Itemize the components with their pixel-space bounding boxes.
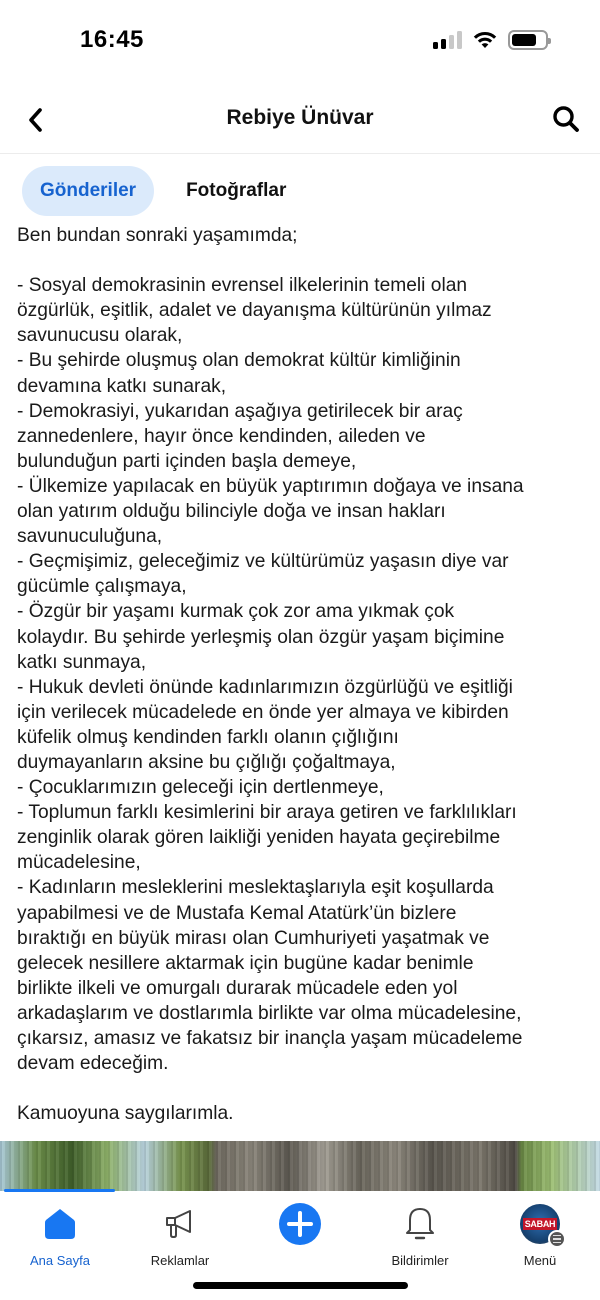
profile-tabs xyxy=(22,166,304,216)
nav-item-notifications[interactable] xyxy=(360,1202,480,1268)
search-button[interactable] xyxy=(548,101,584,137)
post-line: devamına katkı sunarak, xyxy=(17,375,227,397)
nav-header xyxy=(0,90,600,154)
post-line: çıkarsız, amasız ve fakatsız bir inançla yaşam mücadeleme xyxy=(17,1028,523,1049)
wifi-icon xyxy=(472,30,498,50)
search-icon xyxy=(551,104,581,134)
post-line: için verilecek mücadelede en önde yer almaya ve kibirden xyxy=(17,701,509,723)
nav-label-menu: Menü xyxy=(523,1253,557,1268)
post-line: - Kadınların mesleklerini meslektaşlarıyla eşit koşullarda xyxy=(17,877,494,899)
post-line: gücümle çalışmaya, xyxy=(17,576,187,598)
cellular-signal-icon xyxy=(433,31,462,49)
post-line: - Geçmişimiz, geleceğimiz ve kültürümüz yaşasın diye var xyxy=(17,551,509,573)
post-line: Kamuoyuna saygılarımla. xyxy=(17,1103,234,1125)
bell-icon xyxy=(403,1206,437,1242)
post-line: - Toplumun farklı kesimlerini bir araya getiren ve farklılıkları xyxy=(17,802,517,824)
nav-label-home: Ana Sayfa xyxy=(30,1253,90,1268)
photo-texture xyxy=(0,1141,600,1191)
post-line: zenginlik olarak gören laikliği yeniden hayata geçirebilme xyxy=(17,827,501,849)
post-line: kolaydır. Bu şehirde yerleşmiş olan özgür yaşam biçimine xyxy=(17,626,505,648)
menu-hamburger-icon xyxy=(548,1230,566,1248)
avatar-logo-text: SABAH xyxy=(524,1219,556,1229)
post-line: - Özgür bir yaşamı kurmak çok zor ama yıkmak çok xyxy=(17,601,455,623)
post-line: Ben bundan sonraki yaşamımda; xyxy=(17,225,298,246)
post-line: - Demokrasiyi, yukarıdan aşağıya getirilecek bir araç xyxy=(17,400,463,422)
nav-item-menu[interactable] xyxy=(480,1202,600,1268)
post-line: - Ülkemize yapılacak en büyük yaptırımın doğaya ve insana xyxy=(17,475,524,497)
post-line: küfelik olmuş kendinden farklı olanın çığlığını xyxy=(17,726,399,748)
post-line: savunucusu olarak, xyxy=(17,325,183,347)
post-photo[interactable] xyxy=(0,1141,600,1191)
post-line: arkadaşlarım ve dostlarımla birlikte var olma mücadelesine, xyxy=(17,1002,522,1024)
post-line: yapabilmesi ve de Mustafa Kemal Atatürk’ün bizlere xyxy=(17,902,457,924)
post-line: özgürlük, eşitlik, adalet ve dayanışma kültürünün yılmaz xyxy=(17,300,492,322)
post-line: olan yatırım olduğu bilinciyle doğa ve insan hakları xyxy=(17,501,446,523)
post-line: duymayanların aksine bu çığlığı çoğaltmaya, xyxy=(17,751,396,773)
post-line: bıraktığı en büyük mirası olan Cumhuriyeti yaşatmak ve xyxy=(17,927,490,949)
nav-item-create[interactable] xyxy=(240,1202,360,1253)
avatar xyxy=(520,1204,560,1244)
page-title: Rebiye Ünüvar xyxy=(226,106,374,129)
post-line: - Bu şehirde oluşmuş olan demokrat kültür kimliğinin xyxy=(17,350,461,372)
status-bar xyxy=(0,0,600,80)
nav-label-ads: Reklamlar xyxy=(150,1253,210,1268)
nav-item-home[interactable] xyxy=(0,1202,120,1268)
post-line: katkı sunmaya, xyxy=(17,651,147,673)
status-icons xyxy=(433,30,548,50)
nav-label-notifications: Bildirimler xyxy=(391,1253,449,1268)
status-time: 16:45 xyxy=(80,26,144,53)
post-line xyxy=(17,1076,592,1101)
post-line: - Sosyal demokrasinin evrensel ilkelerinin temeli olan xyxy=(17,275,468,297)
post-line: savunuculuğuna, xyxy=(17,526,163,548)
home-icon xyxy=(43,1207,77,1241)
battery-icon xyxy=(508,30,548,50)
tab-gonderiler[interactable]: Gönderiler xyxy=(22,166,154,216)
post-text xyxy=(17,223,592,1126)
post-line: zannedenlere, hayır önce kendinden, aileden ve xyxy=(17,425,426,447)
plus-circle-icon xyxy=(278,1202,322,1246)
post-line: birlikte ilkeli ve omurgalı durarak mücadele eden yol xyxy=(17,977,458,999)
post-line: - Hukuk devleti önünde kadınlarımızın özgürlüğü ve eşitliği xyxy=(17,676,513,698)
nav-item-ads[interactable] xyxy=(120,1202,240,1268)
megaphone-icon xyxy=(163,1208,197,1240)
post-line: bulunduğun parti içinden başla demeye, xyxy=(17,450,357,472)
tab-fotograflar[interactable]: Fotoğraflar xyxy=(186,180,287,201)
post-line: gelecek nesillere aktarmak için bugüne kadar benimle xyxy=(17,952,474,974)
post-line: - Çocuklarımızın geleceği için dertlenmeye, xyxy=(17,777,384,799)
post-line: mücadelesine, xyxy=(17,852,141,874)
post-line: devam edeceğim. xyxy=(17,1053,169,1075)
home-indicator[interactable] xyxy=(193,1282,408,1289)
post-line xyxy=(17,248,592,273)
